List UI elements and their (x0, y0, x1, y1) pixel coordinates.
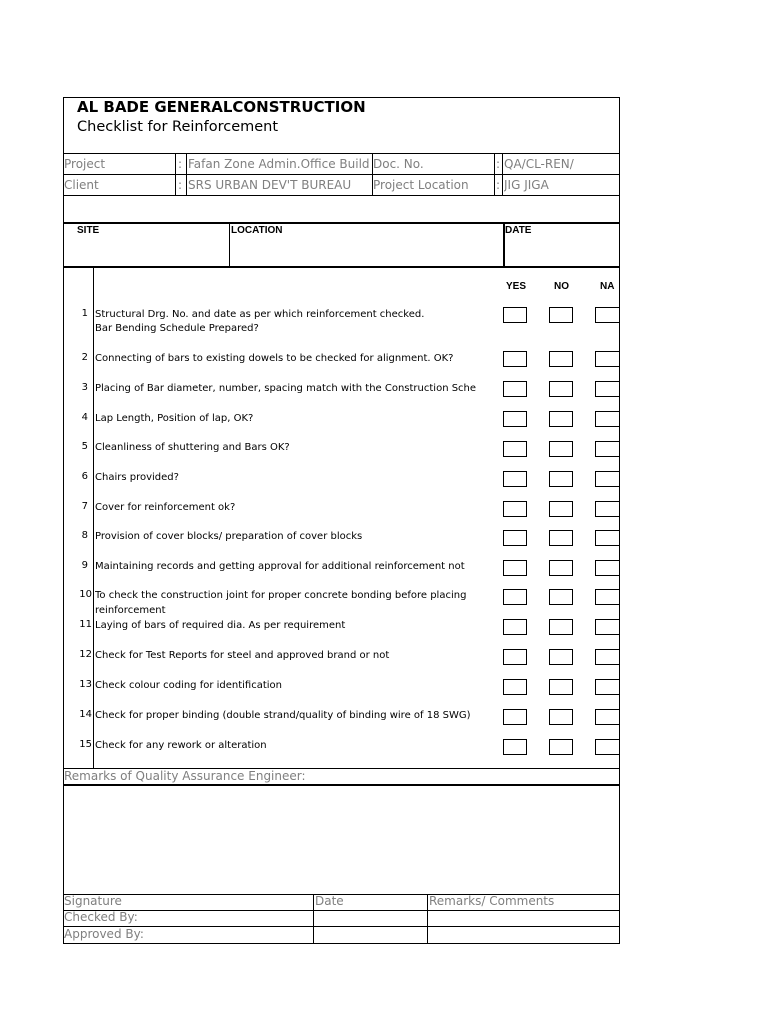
na-checkbox[interactable] (595, 649, 619, 665)
yes-column-header: YES (506, 281, 527, 292)
project-location-colon: : (496, 178, 501, 192)
na-checkbox[interactable] (595, 441, 619, 457)
item-number: 3 (81, 382, 88, 393)
yes-checkbox[interactable] (503, 307, 527, 323)
no-checkbox[interactable] (549, 530, 573, 546)
yes-checkbox[interactable] (503, 381, 527, 397)
footer-line-3 (63, 926, 619, 927)
no-checkbox[interactable] (549, 411, 573, 427)
na-checkbox[interactable] (595, 589, 619, 605)
no-checkbox[interactable] (549, 589, 573, 605)
na-checkbox[interactable] (595, 501, 619, 517)
yes-checkbox[interactable] (503, 471, 527, 487)
client-label: Client (64, 178, 99, 192)
site-bottom-line (63, 266, 619, 268)
info-divider-1 (175, 153, 176, 195)
yes-checkbox[interactable] (503, 589, 527, 605)
company-name: AL BADE GENERALCONSTRUCTION (77, 98, 366, 116)
location-header: LOCATION (231, 225, 283, 236)
na-checkbox[interactable] (595, 739, 619, 755)
no-checkbox[interactable] (549, 709, 573, 725)
item-number: 5 (81, 441, 88, 452)
yes-checkbox[interactable] (503, 411, 527, 427)
info-bottom-line (63, 195, 619, 196)
item-text: Provision of cover blocks/ preparation of cover blocks (95, 531, 363, 542)
project-location-value: JIG JIGA (504, 178, 549, 192)
item-text-line2: Bar Bending Schedule Prepared? (95, 323, 259, 334)
item-text: Check for any rework or alteration (95, 740, 267, 751)
item-number: 10 (79, 589, 92, 600)
na-checkbox[interactable] (595, 619, 619, 635)
item-text: Placing of Bar diameter, number, spacing match with the Construction Sche (95, 383, 477, 394)
no-checkbox[interactable] (549, 351, 573, 367)
footer-divider-1 (313, 894, 314, 943)
docno-value: QA/CL-REN/ (504, 157, 574, 171)
info-top-line (63, 153, 619, 154)
yes-checkbox[interactable] (503, 501, 527, 517)
project-location-label: Project Location (373, 178, 469, 192)
no-checkbox[interactable] (549, 501, 573, 517)
no-checkbox[interactable] (549, 560, 573, 576)
item-text: Check for Test Reports for steel and approved brand or not (95, 650, 390, 661)
sheet-right-border (619, 97, 620, 944)
checked-by-label: Checked By: (64, 910, 138, 924)
docno-label: Doc. No. (373, 157, 424, 171)
item-number: 15 (79, 739, 92, 750)
item-number: 12 (79, 649, 92, 660)
project-value: Fafan Zone Admin.Office Build (188, 157, 370, 171)
na-checkbox[interactable] (595, 351, 619, 367)
item-text: Structural Drg. No. and date as per which reinforcement checked. (95, 309, 425, 320)
item-text: To check the construction joint for proper concrete bonding before placing (95, 590, 467, 601)
na-checkbox[interactable] (595, 381, 619, 397)
na-checkbox[interactable] (595, 530, 619, 546)
no-checkbox[interactable] (549, 441, 573, 457)
yes-checkbox[interactable] (503, 441, 527, 457)
item-text: Chairs provided? (95, 472, 179, 483)
docno-colon: : (496, 157, 501, 171)
yes-checkbox[interactable] (503, 709, 527, 725)
item-number: 6 (81, 471, 88, 482)
no-checkbox[interactable] (549, 739, 573, 755)
na-checkbox[interactable] (595, 471, 619, 487)
signature-label: Signature (64, 894, 122, 908)
na-checkbox[interactable] (595, 307, 619, 323)
item-text: Check for proper binding (double strand/quality of binding wire of 18 SWG) (95, 710, 471, 721)
site-divider-1 (229, 222, 230, 266)
item-text: Laying of bars of required dia. As per requirement (95, 620, 346, 631)
item-number: 7 (81, 501, 88, 512)
yes-checkbox[interactable] (503, 679, 527, 695)
item-number: 14 (79, 709, 92, 720)
remarks-area[interactable] (64, 786, 618, 893)
item-text: Cleanliness of shuttering and Bars OK? (95, 442, 290, 453)
item-number: 13 (79, 679, 92, 690)
checklist-title: Checklist for Reinforcement (77, 119, 279, 135)
item-text: Maintaining records and getting approval for additional reinforcement not (95, 561, 465, 572)
na-checkbox[interactable] (595, 709, 619, 725)
no-column-header: NO (554, 281, 569, 292)
checklist-number-divider (93, 266, 94, 768)
yes-checkbox[interactable] (503, 739, 527, 755)
na-column-header: NA (600, 281, 615, 292)
no-checkbox[interactable] (549, 649, 573, 665)
item-number: 8 (81, 530, 88, 541)
no-checkbox[interactable] (549, 619, 573, 635)
yes-checkbox[interactable] (503, 351, 527, 367)
no-checkbox[interactable] (549, 381, 573, 397)
item-text: Check colour coding for identification (95, 680, 283, 691)
yes-checkbox[interactable] (503, 560, 527, 576)
na-checkbox[interactable] (595, 411, 619, 427)
client-colon: : (178, 178, 183, 192)
site-top-line (63, 222, 619, 224)
yes-checkbox[interactable] (503, 530, 527, 546)
item-text: Connecting of bars to existing dowels to be checked for alignment. OK? (95, 353, 454, 364)
item-number: 1 (81, 308, 88, 319)
remarks-label: Remarks of Quality Assurance Engineer: (64, 769, 306, 783)
info-divider-2 (186, 153, 187, 195)
footer-remarks-label: Remarks/ Comments (429, 894, 555, 908)
item-number: 9 (81, 560, 88, 571)
site-header: SITE (77, 225, 100, 236)
item-text-line2: reinforcement (95, 605, 166, 616)
project-colon: : (178, 157, 183, 171)
footer-divider-2 (427, 894, 428, 943)
yes-checkbox[interactable] (503, 619, 527, 635)
item-number: 11 (79, 619, 92, 630)
info-divider-5 (502, 153, 503, 195)
project-label: Project (64, 157, 106, 171)
item-number: 2 (81, 352, 88, 363)
yes-checkbox[interactable] (503, 649, 527, 665)
date-header: DATE (505, 225, 532, 236)
info-mid-line (63, 174, 619, 175)
item-text: Lap Length, Position of lap, OK? (95, 413, 254, 424)
no-checkbox[interactable] (549, 471, 573, 487)
no-checkbox[interactable] (549, 307, 573, 323)
na-checkbox[interactable] (595, 560, 619, 576)
na-checkbox[interactable] (595, 679, 619, 695)
footer-date-label: Date (315, 894, 344, 908)
item-text: Cover for reinforcement ok? (95, 502, 236, 513)
footer-line-4 (63, 943, 620, 944)
client-value: SRS URBAN DEV'T BUREAU (188, 178, 352, 192)
footer-line-2 (63, 910, 619, 911)
item-number: 4 (81, 412, 88, 423)
info-divider-4 (494, 153, 495, 195)
no-checkbox[interactable] (549, 679, 573, 695)
approved-by-label: Approved By: (64, 927, 144, 941)
